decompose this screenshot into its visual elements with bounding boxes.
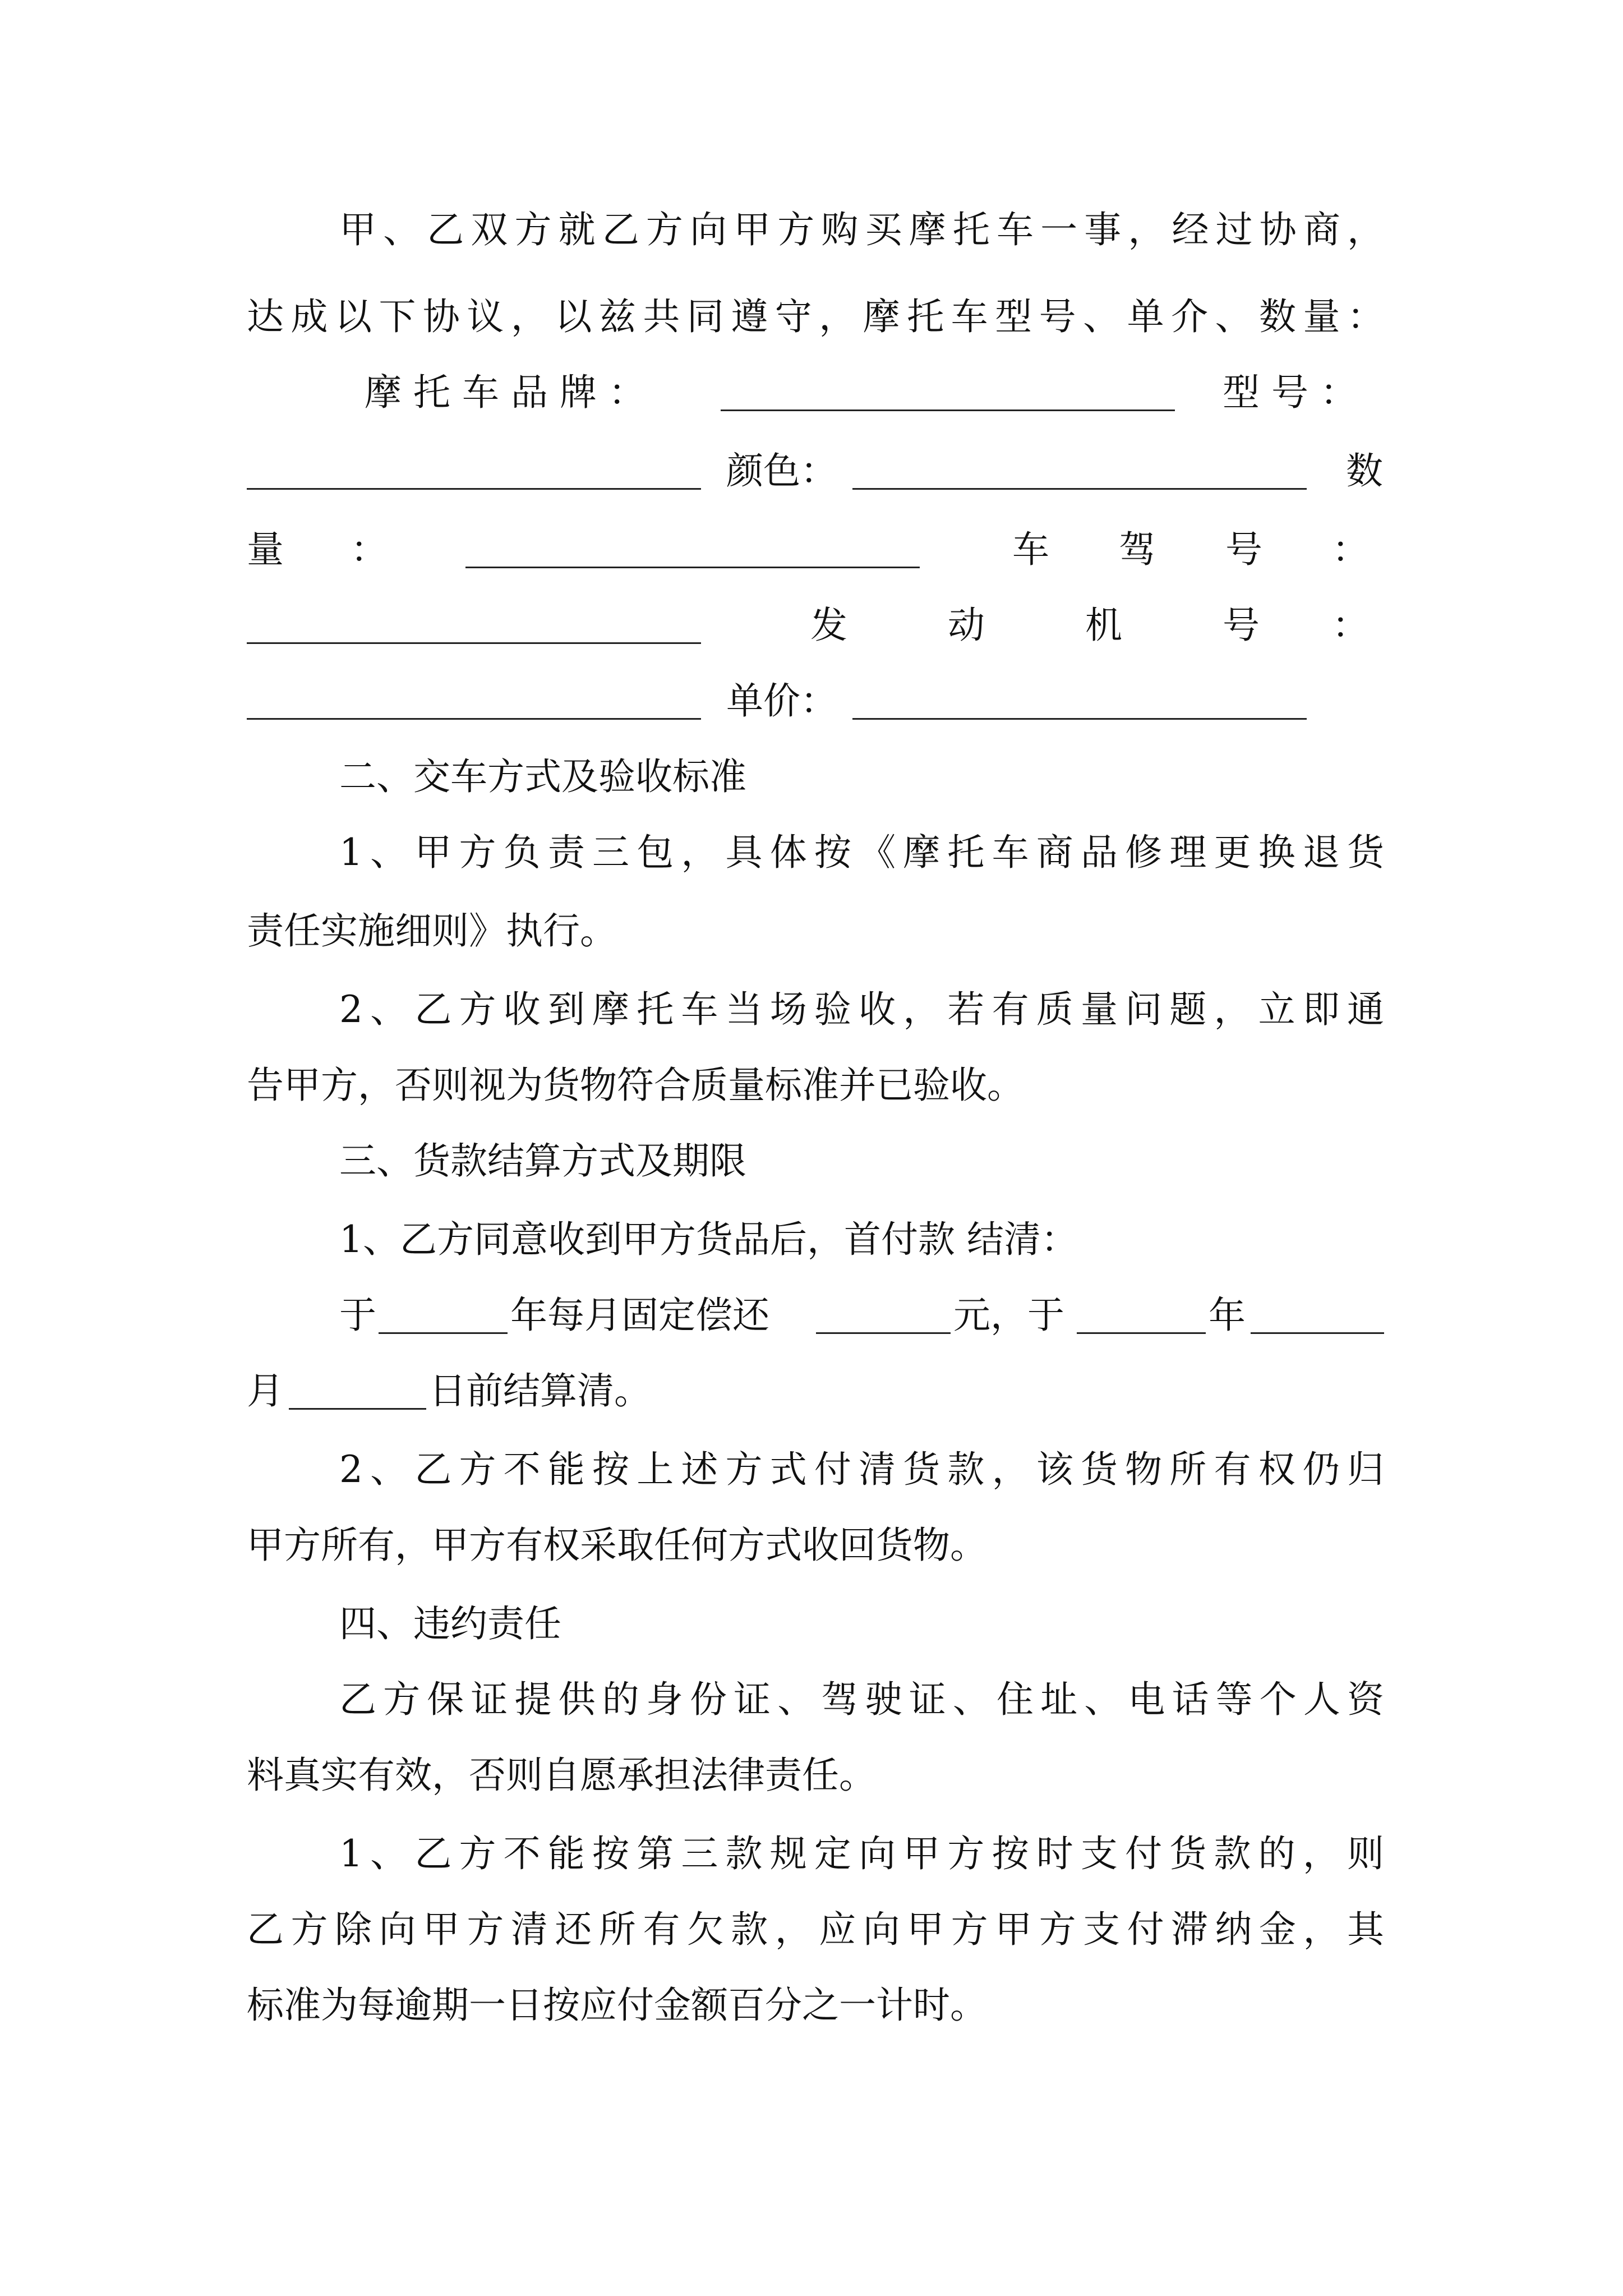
field-row-engine-price — [247, 673, 1384, 729]
frame-label-3: ： — [1332, 528, 1369, 571]
s3-text-yuan: 元，于 — [953, 1294, 1064, 1337]
s4-p0-line-1: 乙方保证提供的身份证、驾驶证、住址、电话等个人资 — [339, 1678, 1384, 1721]
s4-p0-line-2: 料真实有效，否则自愿承担法律责任。 — [247, 1754, 876, 1797]
field-row-brand-model — [247, 365, 1384, 421]
s3-text-settle: 日前结算清。 — [429, 1369, 651, 1412]
s4-p1-line-2: 乙方除向甲方清还所有欠款，应向甲方甲方支付滞纳金，其 — [247, 1908, 1384, 1951]
s3-p1-line-2 — [247, 1287, 1384, 1343]
qty-blank[interactable] — [465, 567, 920, 568]
s3-p2-line-1: 2、乙方不能按上述方式付清货款，该货物所有权仍归 — [339, 1448, 1384, 1491]
frame-label-2: 号 — [1225, 528, 1262, 571]
s3-text-yue: 月 — [247, 1369, 284, 1412]
color-label: 颜色： — [726, 449, 837, 493]
field-row-frame-engine — [247, 597, 1384, 654]
engine-label-2: 机 — [1085, 604, 1122, 647]
price-blank[interactable] — [852, 718, 1307, 720]
s3-p1-line-1: 1、乙方同意收到甲方货品后，首付款 结清： — [339, 1218, 1078, 1261]
section-4-title: 四、违约责任 — [339, 1602, 561, 1645]
engine-label-0: 发 — [810, 604, 847, 647]
brand-label: 摩 托 车 品 牌 ： — [365, 371, 645, 414]
price-label: 单价： — [726, 679, 837, 723]
year-blank-2[interactable] — [1077, 1332, 1206, 1334]
qty-label-a: 数 — [1346, 449, 1383, 493]
engine-blank[interactable] — [247, 718, 701, 720]
field-row-qty-frame — [247, 522, 1384, 578]
engine-label-4: ： — [1332, 604, 1369, 647]
color-blank[interactable] — [852, 488, 1307, 490]
s3-p2-line-2: 甲方所有，甲方有权采取任何方式收回货物。 — [247, 1524, 987, 1567]
section-2-title: 二、交车方式及验收标准 — [339, 755, 746, 798]
s2-p1-line-2: 责任实施细则》执行。 — [247, 909, 617, 953]
section-3-title: 三、货款结算方式及期限 — [339, 1139, 746, 1182]
s3-text-monthly: 年每月固定偿还 — [510, 1294, 769, 1337]
s2-p1-line-1: 1、甲方负责三包，具体按《摩托车商品修理更换退货 — [339, 831, 1384, 874]
s4-p1-line-3: 标准为每逾期一日按应付金额百分之一计时。 — [247, 1984, 987, 2027]
intro-line-2: 达成以下协议，以兹共同遵守，摩托车型号、单介、数量： — [247, 295, 1384, 338]
s2-p2-line-1: 2、乙方收到摩托车当场验收，若有质量问题，立即通 — [339, 988, 1384, 1031]
model-label: 型 号 ： — [1223, 371, 1357, 414]
s3-text-nian: 年 — [1209, 1294, 1246, 1337]
frame-label-1: 驾 — [1119, 528, 1156, 571]
month-blank[interactable] — [1251, 1332, 1384, 1334]
model-blank[interactable] — [247, 488, 701, 490]
frame-blank[interactable] — [247, 642, 701, 644]
s3-p1-line-3 — [247, 1363, 1384, 1419]
brand-blank[interactable] — [721, 409, 1175, 411]
amount-blank[interactable] — [816, 1332, 951, 1334]
frame-label-0: 车 — [1012, 528, 1049, 571]
engine-label-3: 号 — [1223, 604, 1260, 647]
qty-label-b: 量 — [247, 528, 284, 571]
intro-line-1: 甲、乙双方就乙方向甲方购买摩托车一事，经过协商， — [339, 208, 1384, 251]
engine-label-1: 动 — [948, 604, 985, 647]
s2-p2-line-2: 告甲方，否则视为货物符合质量标准并已验收。 — [247, 1064, 1024, 1107]
qty-colon: ： — [351, 528, 388, 571]
day-blank[interactable] — [289, 1408, 426, 1410]
year-blank-1[interactable] — [379, 1332, 508, 1334]
field-row-model-color — [247, 443, 1384, 499]
s4-p1-line-1: 1、乙方不能按第三款规定向甲方按时支付货款的，则 — [339, 1832, 1384, 1875]
s3-text-yu: 于 — [339, 1294, 376, 1337]
